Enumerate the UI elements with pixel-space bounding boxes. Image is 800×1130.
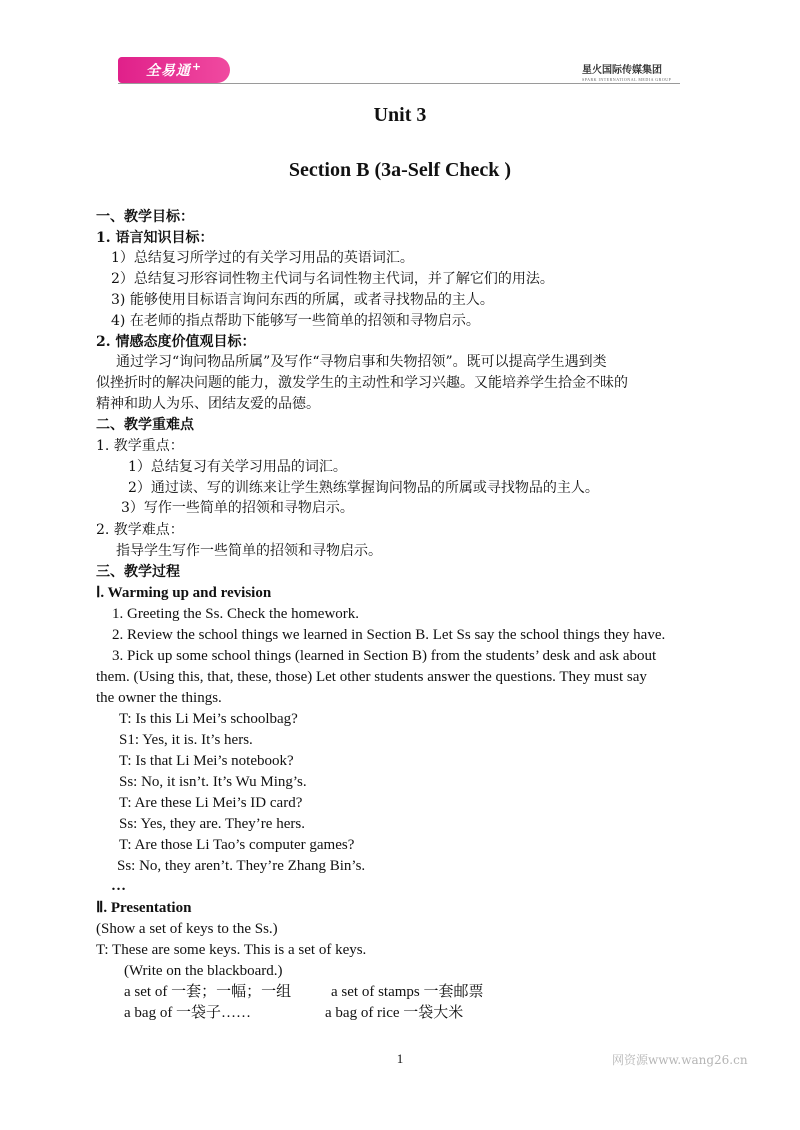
dialogue-ellipsis: …	[111, 878, 126, 894]
goal-1: 1）总结复习所学过的有关学习用品的英语词汇。	[111, 250, 414, 266]
dialogue-line-8: Ss: No, they aren’t. They’re Zhang Bin’s.	[117, 858, 366, 874]
section-title: Section B (3a-Self Check )	[288, 159, 512, 181]
step-1-3-line-2: them. (Using this, that, these, those) Let other students answer the questions. They must say	[96, 669, 647, 685]
vocab-bag-of: a bag of 一袋子……	[124, 1005, 252, 1021]
presentation-line-1: (Show a set of keys to the Ss.)	[96, 921, 278, 937]
focus-1: 1）总结复习有关学习用品的词汇。	[128, 459, 347, 475]
heading-key-points: 二、教学重难点	[96, 417, 194, 433]
step-warming-up: Ⅰ. Warming up and revision	[96, 585, 272, 601]
dialogue-line-3: T: Is that Li Mei’s notebook?	[119, 753, 294, 769]
heading-language-goals: 1. 语言知识目标：	[96, 230, 214, 246]
heading-process: 三、教学过程	[96, 564, 180, 580]
heading-objectives: 一、教学目标：	[96, 209, 194, 225]
publisher-name-cn: 星火国际传媒集团	[582, 65, 662, 76]
dialogue-line-6: Ss: Yes, they are. They’re hers.	[119, 816, 305, 832]
dialogue-line-7: T: Are those Li Tao’s computer games?	[119, 837, 355, 853]
dialogue-line-5: T: Are these Li Mei’s ID card?	[119, 795, 303, 811]
brand-logo	[118, 57, 230, 83]
difficulty-1: 指导学生写作一些简单的招领和寻物启示。	[116, 543, 382, 559]
logo-text: 全易通	[145, 63, 191, 79]
paragraph-line-1: 通过学习“询问物品所属”及写作“寻物启事和失物招领”。既可以提高学生遇到类	[116, 354, 607, 370]
goal-4: 4) 在老师的指点帮助下能够写一些简单的招领和寻物启示。	[111, 313, 480, 329]
heading-emotion-goals: 2. 情感态度价值观目标：	[96, 334, 256, 350]
step-1-3-line-3: the owner the things.	[96, 690, 222, 706]
vocab-set-of: a set of 一套；一幅；一组	[124, 984, 292, 1000]
watermark: 网资源www.wang26.cn	[612, 1053, 748, 1067]
unit-title: Unit 3	[373, 104, 427, 126]
heading-focus: 1. 教学重点：	[96, 438, 184, 454]
step-1-3-line-1: 3. Pick up some school things (learned in Section B) from the students’ desk and ask about	[112, 648, 657, 664]
step-presentation: Ⅱ. Presentation	[96, 900, 192, 916]
goal-3: 3) 能够使用目标语言询问东西的所属，或者寻找物品的主人。	[111, 292, 494, 308]
dialogue-line-2: S1: Yes, it is. It’s hers.	[119, 732, 253, 748]
step-1-1: 1. Greeting the Ss. Check the homework.	[112, 606, 360, 622]
logo-plus: +	[191, 60, 203, 73]
heading-difficulty: 2. 教学难点：	[96, 522, 184, 538]
paragraph-line-3: 精神和助人为乐、团结友爱的品德。	[96, 396, 320, 412]
publisher-name-en: SPARK INTERNATIONAL MEDIA GROUP	[582, 77, 672, 82]
publisher-brand	[582, 61, 682, 82]
dialogue-line-4: Ss: No, it isn’t. It’s Wu Ming’s.	[119, 774, 307, 790]
focus-2: 2）通过读、写的训练来让学生熟练掌握询问物品的所属或寻找物品的主人。	[128, 480, 599, 496]
focus-3: 3）写作一些简单的招领和寻物启示。	[121, 500, 354, 516]
presentation-line-2: T: These are some keys. This is a set of keys.	[96, 942, 367, 958]
header-divider	[118, 83, 680, 84]
presentation-line-3: (Write on the blackboard.)	[124, 963, 283, 979]
step-1-2: 2. Review the school things we learned in Section B. Let Ss say the school things they have.	[112, 627, 666, 643]
paragraph-line-2: 似挫折时的解决问题的能力，激发学生的主动性和学习兴趣。又能培养学生拾金不昧的	[96, 375, 628, 391]
page-number: 1	[396, 1051, 404, 1066]
goal-2: 2）总结复习形容词性物主代词与名词性物主代词，并了解它们的用法。	[111, 271, 554, 287]
dialogue-line-1: T: Is this Li Mei’s schoolbag?	[119, 711, 298, 727]
vocab-set-of-stamps: a set of stamps 一套邮票	[331, 984, 484, 1000]
vocab-bag-of-rice: a bag of rice 一袋大米	[325, 1005, 464, 1021]
